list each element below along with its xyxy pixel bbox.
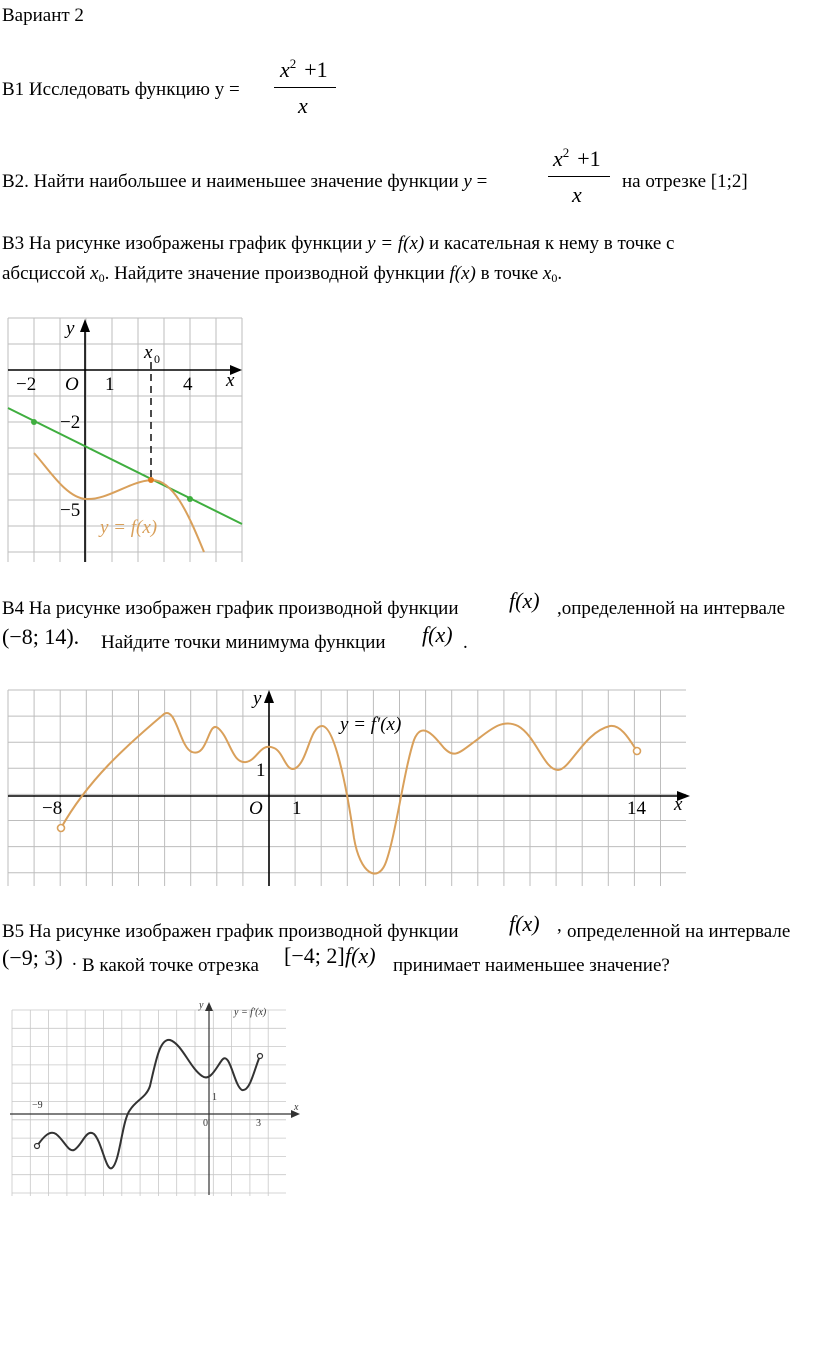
b4-interval: (−8; 14). [2,624,80,649]
b5-dot: . [72,949,77,970]
b3-line1: В3 На рисунке изображены график функции y = f(x) и касательная к нему в точке с [2,233,675,254]
b4-graph [8,688,692,888]
b4-tick-1: 1 [292,798,302,819]
b3-tangent-point-right [187,496,193,502]
b4-y-arrow-icon [264,690,274,703]
b3-ytick-minus2: −2 [60,412,81,433]
b5-line1: В5 На рисунке изображен график производной функции [2,921,459,942]
b3-tangent-line [8,408,242,524]
b2-fraction-bar [548,176,610,177]
b2-denominator: x [572,182,582,207]
b3-tangent-point-left [31,419,37,425]
b4-x-label: x [674,794,683,815]
b5-x-label: x [294,1102,299,1113]
b3-line2: абсциссой $x_0$. Найдите значение производной функции f(x) в точке $x_0$. [2,263,563,285]
b3-tangency-point [148,477,154,483]
b5-open-endpoint-left [35,1144,40,1149]
b3-tick-1: 1 [105,374,115,395]
b5-origin-label: 0 [203,1118,208,1129]
b4-func2: f(x) [422,622,453,647]
b4-derivative-curve [61,713,637,874]
b4-end: . [463,632,468,653]
b1-fraction-bar [274,87,336,88]
b5-segment: [−4; 2] [284,943,345,968]
b5-func2: f(x) [345,943,376,968]
b2-numerator: $x^2 +1$ [553,145,601,171]
b1-text: В1 Исследовать функцию у = [2,79,240,100]
b4-origin-label: O [249,798,263,819]
b4-func: f(x) [509,588,540,613]
b5-interval: (−9; 3) [2,945,63,970]
b3-x0-subscript: 0 [154,352,160,366]
b5-y-label: y [199,1000,204,1011]
b5-tick-3: 3 [256,1118,261,1129]
variant-title: Вариант 2 [2,5,84,26]
b3-y-label: y [66,318,75,339]
b4-open-endpoint-left [58,825,65,832]
b5-ytick-1: 1 [212,1092,217,1103]
b2-after-text: на отрезке [1;2] [622,171,748,192]
b3-curve-label: y = f(x) [100,517,158,538]
b4-open-endpoint-right [634,748,641,755]
b5-line2-end: принимает наименьшее значение? [393,955,670,976]
b3-ytick-minus5: −5 [60,500,81,521]
b5-func: f(x) [509,911,540,936]
b3-tick-4: 4 [183,374,193,395]
b4-tick-minus8: −8 [42,798,63,819]
b5-comma: , [557,915,562,936]
b3-origin-label: O [65,374,79,395]
b4-curve-label: y = f′(x) [340,714,402,735]
b4-line2: Найдите точки минимума функции [101,632,386,653]
b5-graph [10,1000,300,1200]
b3-x-label: x [226,370,235,391]
b4-y-label: y [253,688,262,709]
b5-curve-label: y = f′(x) [234,1007,267,1018]
b2-text: В2. Найти наибольшее и наименьшее значение функции y = [2,171,488,192]
b4-tick-14: 14 [627,798,646,819]
b5-open-endpoint-right [258,1054,263,1059]
b3-tick-minus2: −2 [16,374,37,395]
b5-line1-end: определенной на интервале [567,921,791,942]
b4-ytick-1: 1 [256,760,266,781]
b4-line1-end: ,определенной на интервале [557,598,786,619]
b3-x0-label: x [144,342,153,363]
b1-numerator: $x^2 +1$ [280,56,328,82]
b3-graph [8,318,244,564]
b3-y-arrow-icon [80,319,90,332]
b5-derivative-curve [37,1040,260,1168]
b5-tick-minus9: −9 [32,1100,43,1111]
b1-denominator: x [298,93,308,118]
b5-line2: В какой точке отрезка [82,955,259,976]
b4-line1: В4 На рисунке изображен график производной функции [2,598,459,619]
b5-y-arrow-icon [205,1002,213,1011]
b5-grid [12,1010,286,1196]
